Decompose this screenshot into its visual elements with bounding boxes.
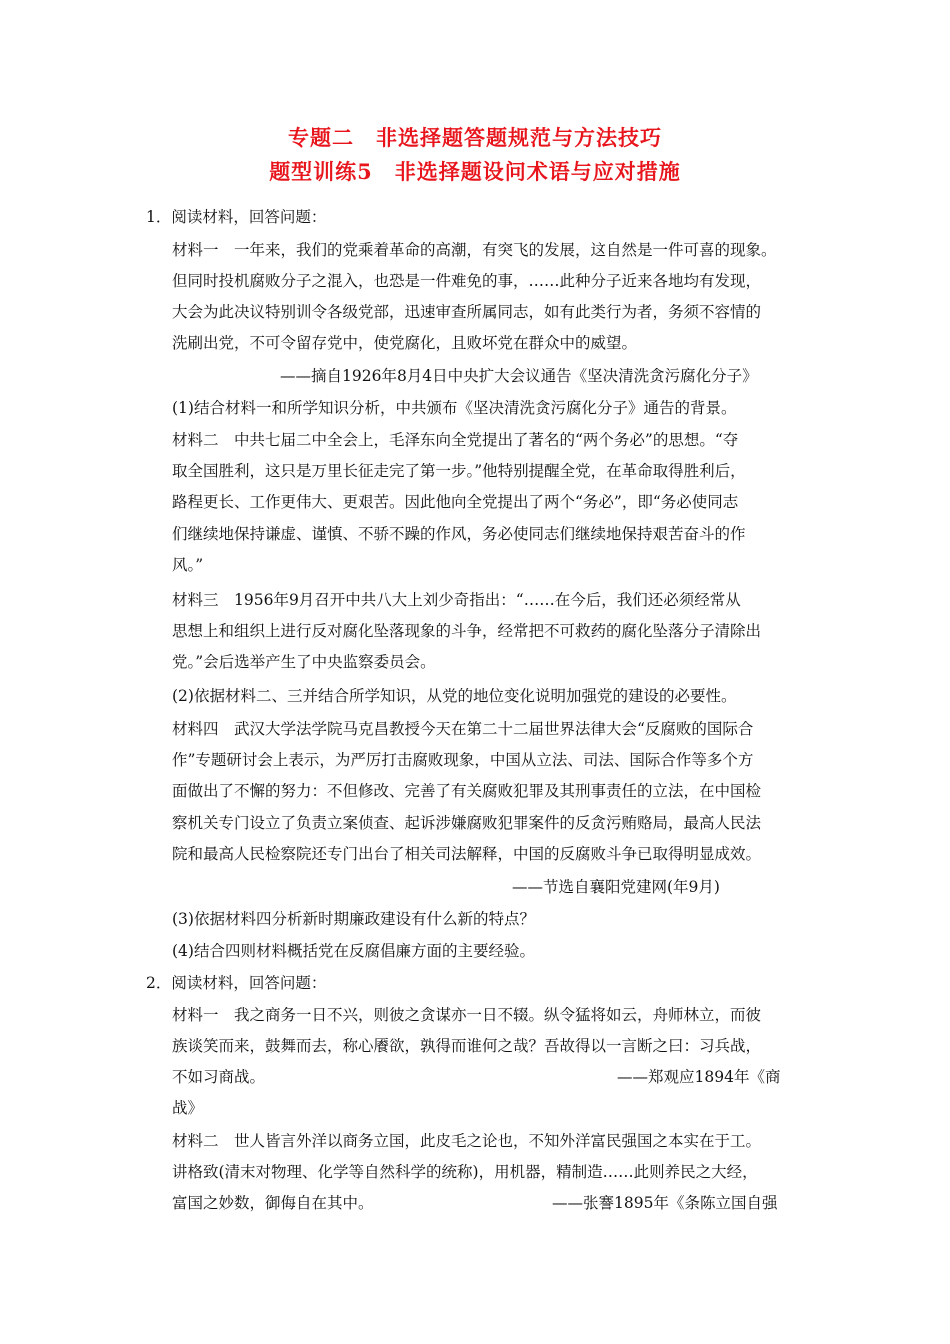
question-2-heading: 2．阅读材料，回答问题： — [146, 974, 327, 992]
q1-material-1-line: 大会为此决议特别训令各级党部，迅速审查所属同志，如有此类行为者，务须不容情的 — [172, 303, 762, 321]
q1-material-4-line: 作”专题研讨会上表示，为严厉打击腐败现象，中国从立法、司法、国际合作等多个方 — [172, 751, 754, 769]
q2-material-1-line: 不如习商战。 — [172, 1068, 266, 1086]
q2-material-1-source-cont: 战》 — [172, 1099, 204, 1117]
q2-material-2-line: 材料二 世人皆言外洋以商务立国，此皮毛之论也，不知外洋富民强国之本实在于工。 — [172, 1132, 762, 1150]
q1-subquestion-3: (3)依据材料四分析新时期廉政建设有什么新的特点？ — [172, 910, 535, 928]
q2-material-2-line: 富国之妙数，御侮自在其中。 — [172, 1194, 374, 1212]
question-1-heading: 1．阅读材料，回答问题： — [146, 208, 327, 226]
q1-material-3-line: 思想上和组织上进行反对腐化坠落现象的斗争，经常把不可救药的腐化坠落分子清除出 — [172, 622, 762, 640]
q1-material-1-line: 洗刷出党，不可令留存党中，使党腐化，且败坏党在群众中的威望。 — [172, 334, 638, 352]
q1-material-2-line: 取全国胜利，这只是万里长征走完了第一步。”他特别提醒全党，在革命取得胜利后， — [172, 462, 746, 480]
q1-material-4-source: ——节选自襄阳党建网(年9月) — [512, 878, 720, 896]
q1-material-4-line: 面做出了不懈的努力：不但修改、完善了有关腐败犯罪及其刑事责任的立法，在中国检 — [172, 782, 762, 800]
q2-material-1-line: 族谈笑而来，鼓舞而去，称心餍欲，孰得而谁何之哉？吾故得以一言断之曰：习兵战， — [172, 1037, 762, 1055]
q1-material-1-source: ——摘自1926年8月4日中央扩大会议通告《坚决清洗贪污腐化分子》 — [280, 367, 758, 385]
q1-material-1-line: 材料一 一年来，我们的党乘着革命的高潮，有突飞的发展，这自然是一件可喜的现象。 — [172, 241, 777, 259]
q1-material-2-line: 材料二 中共七届二中全会上，毛泽东向全党提出了著名的“两个务必”的思想。“夺 — [172, 431, 739, 449]
q2-material-1-source: ——郑观应1894年《商 — [617, 1068, 781, 1086]
q1-material-2-line: 风。” — [172, 556, 204, 574]
q1-material-1-line: 但同时投机腐败分子之混入，也恐是一件难免的事，……此种分子近来各地均有发现， — [172, 272, 762, 290]
q2-material-2-line: 讲格致(清末对物理、化学等自然科学的统称)，用机器，精制造……此则养民之大经， — [172, 1163, 758, 1181]
q1-material-3-line: 材料三 1956年9月召开中共八大上刘少奇指出：“……在今后，我们还必须经常从 — [172, 591, 741, 609]
page-subtitle: 题型训练5 非选择题设问术语与应对措施 — [269, 159, 681, 184]
q1-subquestion-4: (4)结合四则材料概括党在反腐倡廉方面的主要经验。 — [172, 942, 535, 960]
q1-material-4-line: 察机关专门设立了负责立案侦查、起诉涉嫌腐败犯罪案件的反贪污贿赂局，最高人民法 — [172, 814, 762, 832]
q2-material-1-line: 材料一 我之商务一日不兴，则彼之贪谋亦一日不辍。纵令猛将如云，舟师林立，而彼 — [172, 1006, 762, 1024]
q1-subquestion-1: (1)结合材料一和所学知识分析，中共颁布《坚决清洗贪污腐化分子》通告的背景。 — [172, 399, 737, 417]
q1-material-4-line: 院和最高人民检察院还专门出台了相关司法解释，中国的反腐败斗争已取得明显成效。 — [172, 845, 762, 863]
q1-material-3-line: 党。”会后选举产生了中央监察委员会。 — [172, 653, 436, 671]
q1-material-4-line: 材料四 武汉大学法学院马克昌教授今天在第二十二届世界法律大会“反腐败的国际合 — [172, 720, 754, 738]
q1-material-2-line: 们继续地保持谦虚、谨慎、不骄不躁的作风，务必使同志们继续地保持艰苦奋斗的作 — [172, 525, 746, 543]
q2-material-2-source: ——张謇1895年《条陈立国自强 — [552, 1194, 778, 1212]
q1-subquestion-2: (2)依据材料二、三并结合所学知识，从党的地位变化说明加强党的建设的必要性。 — [172, 687, 737, 705]
q1-material-2-line: 路程更长、工作更伟大、更艰苦。因此他向全党提出了两个“务必”，即“务必使同志 — [172, 493, 739, 511]
page-title: 专题二 非选择题答题规范与方法技巧 — [288, 125, 662, 150]
